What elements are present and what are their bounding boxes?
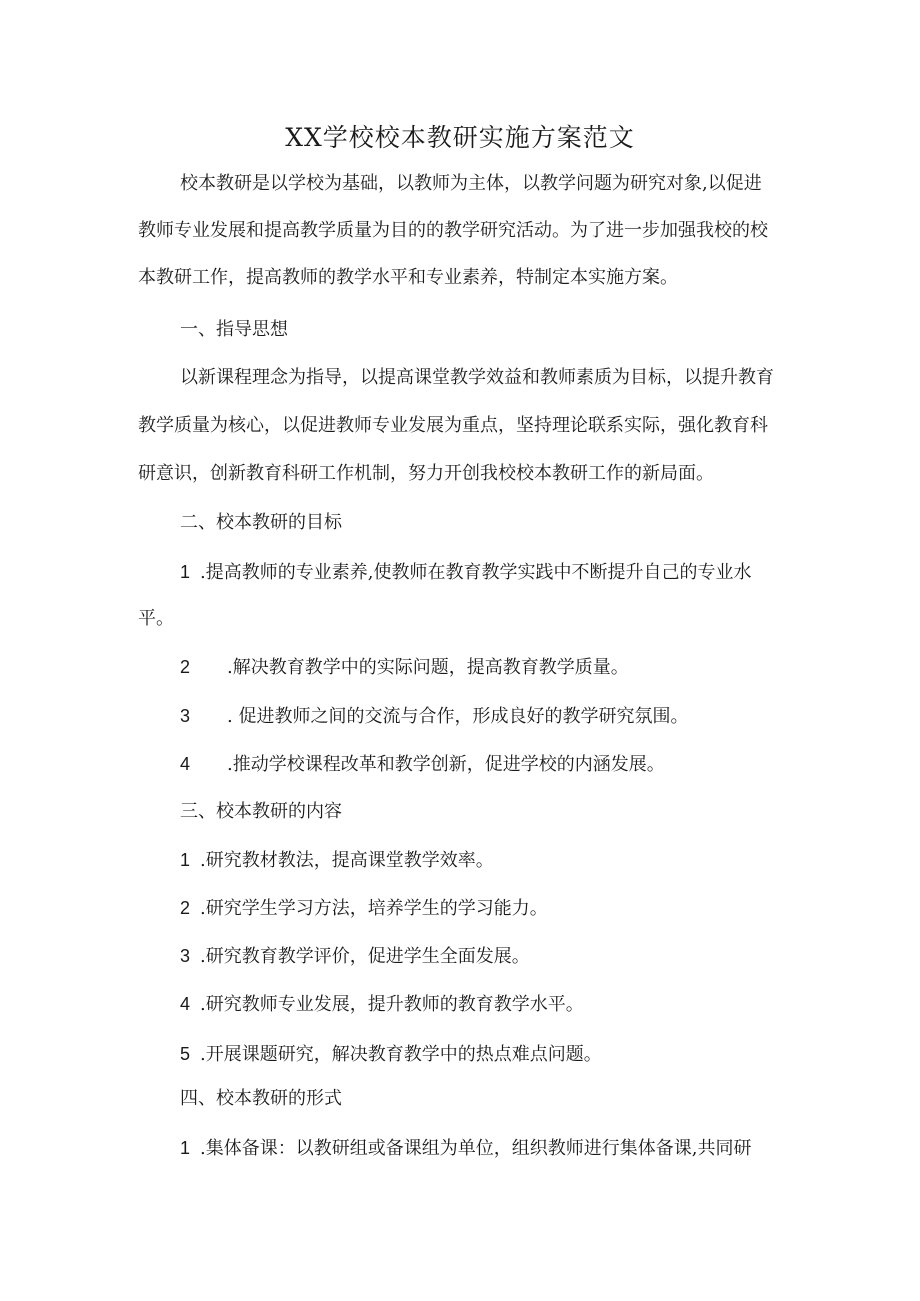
content-item-number: 1	[180, 850, 191, 870]
section-heading-forms: 四、校本教研的形式	[180, 1088, 342, 1109]
form-item-1	[180, 1136, 751, 1161]
content-item-number: 2	[180, 898, 191, 918]
goal-item-2	[180, 655, 629, 680]
goal-item-text: .提高教师的专业素养,使教师在教育教学实践中不断提升自己的专业水	[200, 562, 752, 583]
content-item-text: .研究教材教法，提高课堂教学效率。	[200, 850, 494, 871]
content-item-2	[180, 896, 548, 921]
content-item-5	[180, 1042, 602, 1067]
goal-item-number: 3	[180, 706, 191, 726]
content-item-text: .研究学生学习方法，培养学生的学习能力。	[200, 898, 548, 919]
content-item-text: .研究教育教学评价，促进学生全面发展。	[200, 946, 530, 967]
goal-item-number: 1	[180, 562, 191, 582]
content-item-text: .开展课题研究，解决教育教学中的热点难点问题。	[200, 1044, 602, 1065]
content-item-number: 4	[180, 994, 191, 1014]
section1-line-1: 以新课程理念为指导，以提高课堂教学效益和教师素质为目标，以提升教育	[180, 367, 774, 388]
content-item-4	[180, 992, 584, 1017]
goal-item-number: 4	[180, 754, 191, 774]
section-heading-content: 三、校本教研的内容	[180, 801, 342, 822]
section-heading-guiding-thought: 一、指导思想	[180, 319, 288, 340]
goal-item-number: 2	[180, 657, 191, 677]
goal-item-4	[180, 752, 665, 777]
goal-item-1	[180, 560, 751, 585]
goal-item-3	[180, 704, 688, 729]
intro-line-3: 本教研工作，提高教师的教学水平和专业素养，特制定本实施方案。	[138, 267, 678, 288]
form-item-text: .集体备课：以教研组或备课组为单位，组织教师进行集体备课,共同研	[200, 1138, 752, 1159]
content-item-text: .研究教师专业发展，提升教师的教育教学水平。	[200, 994, 584, 1015]
intro-line-1: 校本教研是以学校为基础，以教师为主体，以教学问题为研究对象,以促进	[180, 173, 762, 194]
form-item-number: 1	[180, 1138, 191, 1158]
goal-item-1-continued: 平。	[138, 608, 174, 629]
content-item-number: 3	[180, 946, 191, 966]
document-title: XX学校校本教研实施方案范文	[285, 123, 635, 152]
content-item-number: 5	[180, 1044, 191, 1064]
section-heading-goals: 二、校本教研的目标	[180, 512, 342, 533]
section1-line-3: 研意识，创新教育科研工作机制，努力开创我校校本教研工作的新局面。	[138, 463, 714, 484]
intro-line-2: 教师专业发展和提高教学质量为目的的教学研究活动。为了进一步加强我校的校	[138, 220, 768, 241]
content-item-1	[180, 848, 494, 873]
content-item-3	[180, 944, 530, 969]
goal-item-text: .推动学校课程改革和教学创新，促进学校的内涵发展。	[227, 754, 665, 775]
goal-item-text: . 促进教师之间的交流与合作，形成良好的教学研究氛围。	[227, 706, 689, 727]
section1-line-2: 教学质量为核心，以促进教师专业发展为重点，坚持理论联系实际，强化教育科	[138, 415, 768, 436]
goal-item-text: .解决教育教学中的实际问题，提高教育教学质量。	[227, 657, 629, 678]
